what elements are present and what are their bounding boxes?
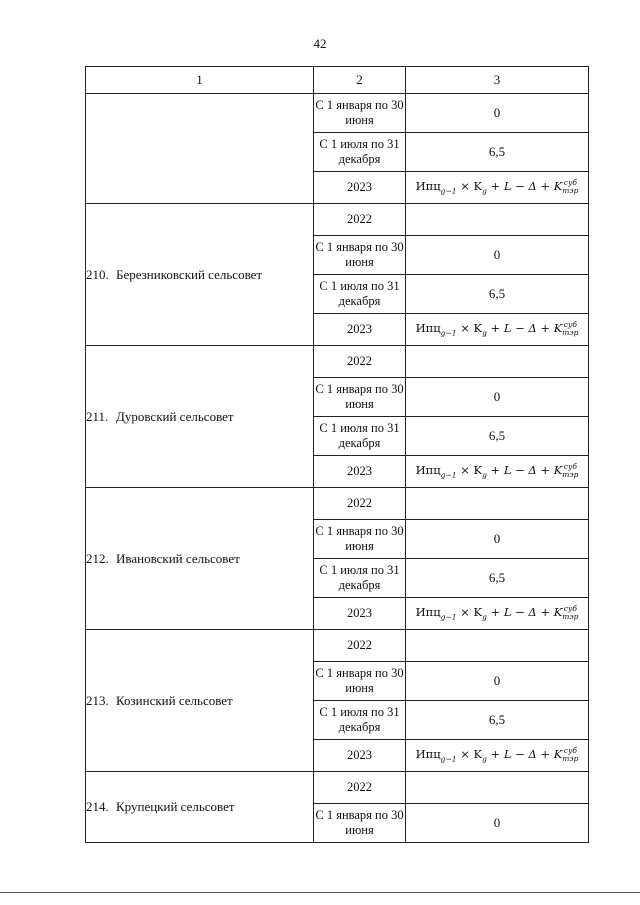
- municipality-cell: [86, 630, 314, 772]
- value-cell: 0: [406, 236, 589, 275]
- municipality-cell: [86, 204, 314, 346]
- formula-k: K: [473, 463, 483, 478]
- row-number: 210.: [86, 266, 109, 282]
- formula-sup-sub: суб: [563, 746, 577, 756]
- row-number: 211.: [86, 408, 109, 424]
- table-row: [86, 772, 589, 804]
- formula-sub-ter: тэр: [562, 754, 579, 764]
- formula-ipc: Ипц: [415, 463, 441, 478]
- municipality-cell: [86, 94, 314, 204]
- empty-cell: [406, 346, 589, 378]
- formula-ipc: Ипц: [415, 179, 441, 194]
- municipality-name: Дуровский сельсовет: [116, 408, 234, 424]
- municipality-cell: [86, 488, 314, 630]
- formula-cell: [406, 740, 589, 772]
- formula-sub-g: g: [482, 754, 487, 764]
- municipality-name: Крупецкий сельсовет: [116, 799, 235, 814]
- formula-sub-1: g−1: [440, 754, 457, 764]
- formula-k2: K: [553, 179, 563, 194]
- formula-sub-ter: тэр: [562, 186, 579, 196]
- formula-plus-l: + L − Δ +: [490, 179, 551, 194]
- empty-cell: [406, 204, 589, 236]
- year-cell: 2023: [314, 740, 406, 772]
- formula-times: ×: [460, 463, 470, 478]
- formula-sub-ter: тэр: [562, 612, 579, 622]
- header-col-2: 2: [314, 67, 406, 94]
- formula-sup-sub: суб: [563, 604, 577, 614]
- formula-k: K: [473, 747, 483, 762]
- page-number: 42: [313, 36, 327, 51]
- formula-sub-ter: тэр: [562, 328, 579, 338]
- formula-cell: [406, 314, 589, 346]
- page-bottom-edge: [0, 892, 640, 893]
- period-cell: С 1 января по 30 июня: [314, 236, 406, 275]
- year-cell: 2023: [314, 172, 406, 204]
- year-cell: 2022: [314, 630, 406, 662]
- year-cell: 2022: [314, 772, 406, 804]
- year-cell: 2023: [314, 456, 406, 488]
- row-number: 212.: [86, 550, 109, 566]
- formula-sub-1: g−1: [440, 328, 457, 338]
- formula-cell: [406, 172, 589, 204]
- formula-cell: [406, 598, 589, 630]
- formula-sub-g: g: [482, 470, 487, 480]
- municipality-cell: [86, 772, 314, 843]
- value-cell: 6,5: [406, 275, 589, 314]
- value-cell: 6,5: [406, 417, 589, 456]
- formula-plus-l: + L − Δ +: [490, 747, 551, 762]
- empty-cell: [406, 630, 589, 662]
- formula-plus-l: + L − Δ +: [490, 321, 551, 336]
- empty-cell: [406, 488, 589, 520]
- municipality-name: Березниковский сельсовет: [116, 266, 263, 282]
- value-cell: 0: [406, 520, 589, 559]
- table-row: [86, 630, 589, 662]
- formula-sub-ter: тэр: [562, 470, 579, 480]
- table-header-row: [86, 67, 589, 94]
- formula-sub-1: g−1: [440, 470, 457, 480]
- value-cell: 6,5: [406, 701, 589, 740]
- formula-ipc: Ипц: [415, 747, 441, 762]
- formula-sub-1: g−1: [440, 612, 457, 622]
- row-number: 213.: [86, 692, 109, 708]
- row-number: 214.: [86, 799, 109, 814]
- year-cell: 2022: [314, 346, 406, 378]
- formula-sub-g: g: [482, 612, 487, 622]
- period-cell: С 1 января по 30 июня: [314, 378, 406, 417]
- formula-ipc: Ипц: [415, 321, 441, 336]
- value-cell: 0: [406, 662, 589, 701]
- value-cell: 6,5: [406, 559, 589, 598]
- period-cell: С 1 июля по 31 декабря: [314, 701, 406, 740]
- table-row: [86, 488, 589, 520]
- value-cell: 0: [406, 378, 589, 417]
- municipality-cell: [86, 346, 314, 488]
- value-cell: 6,5: [406, 133, 589, 172]
- year-cell: 2023: [314, 314, 406, 346]
- period-cell: С 1 июля по 31 декабря: [314, 133, 406, 172]
- period-cell: С 1 июля по 31 декабря: [314, 275, 406, 314]
- municipality-name: Ивановский сельсовет: [116, 550, 240, 566]
- period-cell: С 1 января по 30 июня: [314, 94, 406, 133]
- formula-sub-1: g−1: [440, 186, 457, 196]
- header-col-3: 3: [406, 67, 589, 94]
- year-cell: 2023: [314, 598, 406, 630]
- tariff-table: [85, 66, 589, 843]
- value-cell: 0: [406, 94, 589, 133]
- formula-plus-l: + L − Δ +: [490, 605, 551, 620]
- year-cell: 2022: [314, 488, 406, 520]
- formula-sup-sub: суб: [563, 462, 577, 472]
- formula-sub-g: g: [482, 328, 487, 338]
- formula-sup-sub: суб: [563, 178, 577, 188]
- year-cell: 2022: [314, 204, 406, 236]
- value-cell: 0: [406, 804, 589, 843]
- formula-sub-g: g: [482, 186, 487, 196]
- formula-cell: [406, 456, 589, 488]
- period-cell: С 1 января по 30 июня: [314, 662, 406, 701]
- formula-times: ×: [460, 321, 470, 336]
- formula-times: ×: [460, 179, 470, 194]
- header-col-1: 1: [86, 67, 314, 94]
- table-row: [86, 346, 589, 378]
- period-cell: С 1 июля по 31 декабря: [314, 559, 406, 598]
- formula-sup-sub: суб: [563, 320, 577, 330]
- formula-k: K: [473, 605, 483, 620]
- period-cell: С 1 июля по 31 декабря: [314, 417, 406, 456]
- table-row: [86, 204, 589, 236]
- formula-k2: K: [553, 321, 563, 336]
- period-cell: С 1 января по 30 июня: [314, 520, 406, 559]
- formula-times: ×: [460, 747, 470, 762]
- empty-cell: [406, 772, 589, 804]
- formula-plus-l: + L − Δ +: [490, 463, 551, 478]
- formula-k2: K: [553, 463, 563, 478]
- formula-times: ×: [460, 605, 470, 620]
- table-row: [86, 94, 589, 133]
- formula-k: K: [473, 179, 483, 194]
- municipality-name: Козинский сельсовет: [116, 692, 233, 708]
- formula-k2: K: [553, 747, 563, 762]
- formula-k: K: [473, 321, 483, 336]
- formula-k2: K: [553, 605, 563, 620]
- period-cell: С 1 января по 30 июня: [314, 804, 406, 843]
- formula-ipc: Ипц: [415, 605, 441, 620]
